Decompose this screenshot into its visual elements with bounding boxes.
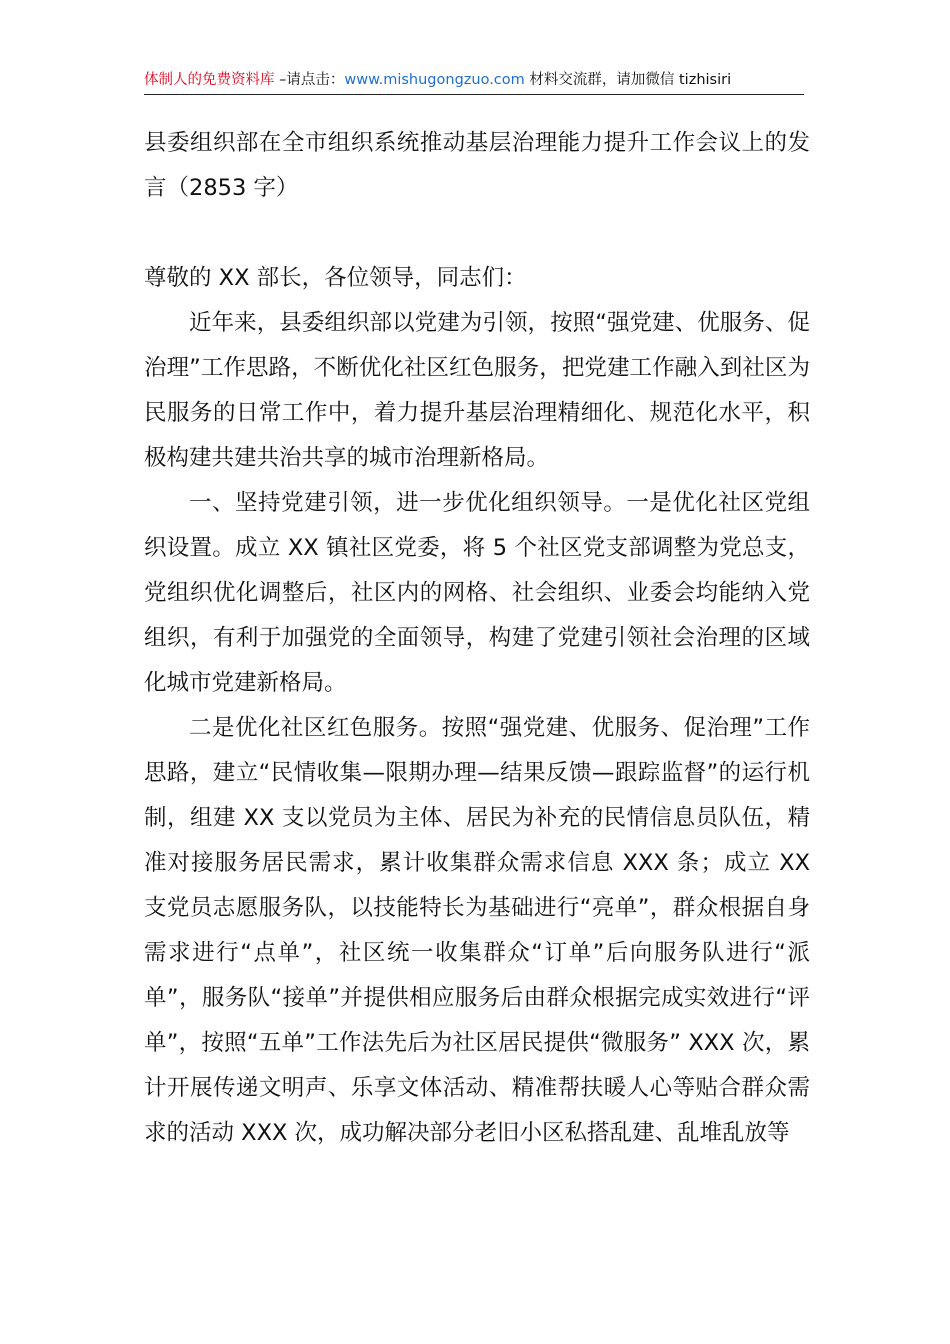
spacer <box>144 211 810 256</box>
paragraph-intro: 近年来，县委组织部以党建为引领，按照“强党建、优服务、促治理”工作思路，不断优化社区红色服务，把党建工作融入到社区为民服务的日常工作中，着力提升基层治理精细化、规范化水平，积极构建共建共治共享的城市治理新格局。 <box>144 310 810 471</box>
site-url-link[interactable]: www.mishugongzuo.com <box>344 72 525 88</box>
wechat-note: 材料交流群，请加微信 tizhisiri <box>524 72 732 88</box>
page-header <box>144 70 804 95</box>
paragraph-section-one: 一、坚持党建引领，进一步优化组织领导。一是优化社区党组织设置。成立 XX 镇社区党委，将 5 个社区党支部调整为党总支，党组织优化调整后，社区内的网格、社会组织、业委会均能纳入党组织，有利于加强党的全面领导，构建了党建引领社会治理的区域化城市党建新格局。 <box>144 490 810 696</box>
salutation: 尊敬的 XX 部长，各位领导，同志们： <box>144 265 527 291</box>
site-name: 体制人的免费资料库 <box>144 72 275 88</box>
click-prompt: –请点击： <box>274 72 345 88</box>
document-body <box>144 121 810 1156</box>
document-title: 县委组织部在全市组织系统推动基层治理能力提升工作会议上的发言（2853 字） <box>144 130 810 201</box>
paragraph-red-service: 二是优化社区红色服务。按照“强党建、优服务、促治理”工作思路，建立“民情收集—限期办理—结果反馈—跟踪监督”的运行机制，组建 XX 支以党员为主体、居民为补充的民情信息员队伍，精准对接服务居民需求，累计收集群众需求信息 XXX 条；成立 XX 支党员志愿服务队，以技能特长为基础进行“亮单”，群众根据自身需求进行“点单”，社区统一收集群众“订单”后向服务队进行“派单”，服务队“接单”并提供相应服务后由群众根据完成实效进行“评单”，按照“五单”工作法先后为社区居民提供“微服务” XXX 次，累计开展传递文明声、乐享文体活动、精准帮扶暖人心等贴合群众需求的活动 XXX 次，成功解决部分老旧小区私搭乱建、乱堆乱放等 <box>144 715 810 1146</box>
